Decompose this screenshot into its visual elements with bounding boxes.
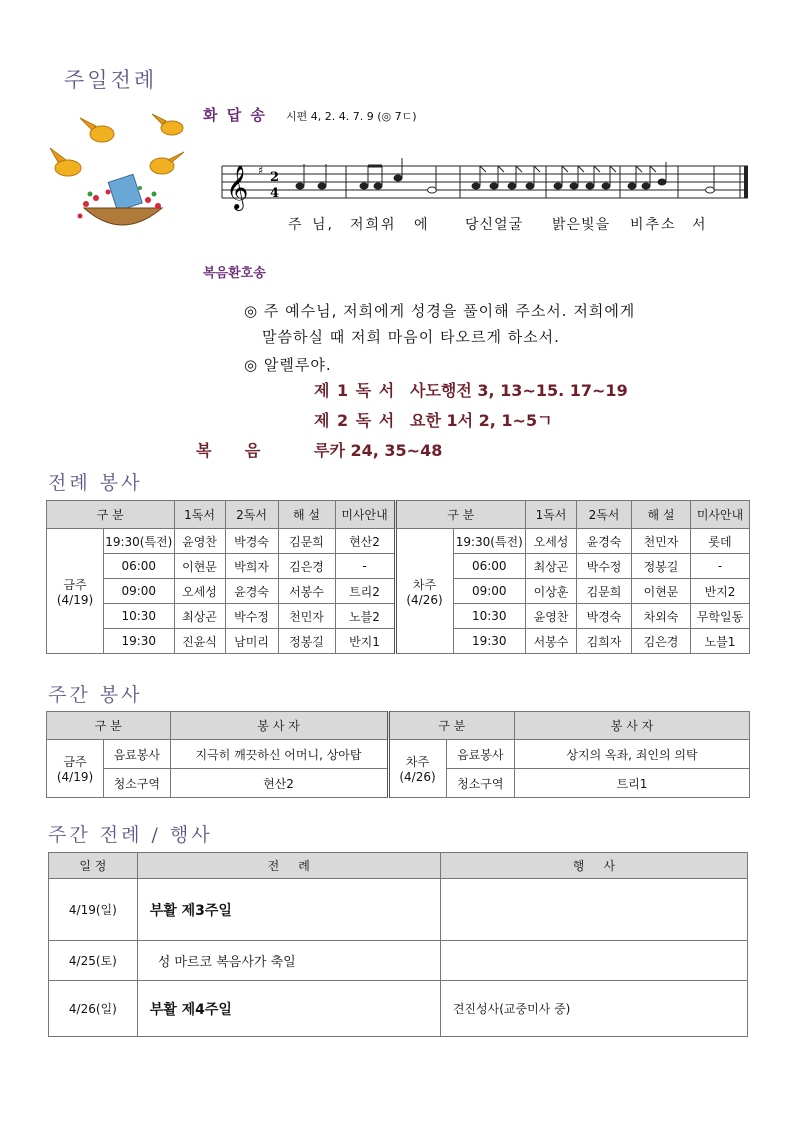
- first-reading-ref: 사도행전 3, 13~15. 17~19: [410, 381, 628, 400]
- acclamation-line: 말씀하실 때 저희 마음이 타오르게 하소서.: [262, 328, 560, 346]
- week-cell: 차주 (4/26): [395, 529, 453, 654]
- sharp-icon: ♯: [258, 164, 264, 177]
- time-cell: 10:30: [104, 604, 175, 629]
- acclamation-line: ◎ 주 예수님, 저희에게 성경을 풀이해 주소서. 저희에게: [244, 302, 636, 320]
- week-cell: 금주 (4/19): [47, 740, 104, 798]
- cell: 노블2: [335, 604, 395, 629]
- cell: 현산2: [335, 529, 395, 554]
- psalm-lyric: 서: [692, 217, 706, 233]
- col-header: 1독서: [174, 501, 225, 529]
- col-header: 구 분: [47, 712, 171, 740]
- cell: 김문희: [278, 529, 335, 554]
- cell: 오세성: [174, 579, 225, 604]
- cell: 최상곤: [174, 604, 225, 629]
- gospel-ref: 루카 24, 35~48: [314, 441, 443, 460]
- col-header: 해 설: [632, 501, 691, 529]
- liturgy-title: 주일전례: [64, 68, 158, 92]
- basket-icon: [84, 208, 162, 225]
- cell: 윤경숙: [577, 529, 632, 554]
- weekly-service-section-title: 주간 봉사: [48, 684, 143, 706]
- bird-icon: [161, 121, 183, 135]
- cell: 김은경: [632, 629, 691, 654]
- time-signature-bottom: 4: [270, 186, 280, 201]
- music-staff: [218, 150, 753, 216]
- psalm-label: 화 답 송: [203, 106, 267, 124]
- table-row: [49, 981, 748, 1037]
- cell: 천민자: [632, 529, 691, 554]
- first-reading-label: 제 1 독 서: [314, 381, 396, 400]
- cell: 진윤식: [174, 629, 225, 654]
- time-signature-top: 2: [270, 170, 280, 185]
- weekly-service-table: [46, 711, 750, 798]
- volunteer-cell: 트리1: [515, 769, 750, 798]
- cell: 윤영찬: [174, 529, 225, 554]
- cell: 이현문: [632, 579, 691, 604]
- col-header: 해 설: [278, 501, 335, 529]
- cell: 김문희: [577, 579, 632, 604]
- second-reading-label: 제 2 독 서: [314, 411, 396, 430]
- cell: 반지1: [335, 629, 395, 654]
- col-header: 2독서: [577, 501, 632, 529]
- category-cell: 음료봉사: [104, 740, 171, 769]
- cell: 정봉길: [632, 554, 691, 579]
- time-cell: 09:00: [453, 579, 525, 604]
- psalm-lyric: 에: [414, 217, 430, 233]
- table-row: [49, 941, 748, 981]
- gospel-acclamation-label: 복음환호송: [203, 266, 266, 281]
- psalm-lyric: 님,: [312, 217, 334, 233]
- cell: 이상훈: [526, 579, 577, 604]
- category-cell: 청소구역: [104, 769, 171, 798]
- cell: 박수정: [577, 554, 632, 579]
- col-header: 전 례: [137, 853, 440, 879]
- cell: 윤경숙: [225, 579, 278, 604]
- table-row: [47, 529, 750, 554]
- cell: 김은경: [278, 554, 335, 579]
- cell: 남미리: [225, 629, 278, 654]
- col-header: 구 분: [388, 712, 514, 740]
- col-header: 행 사: [440, 853, 747, 879]
- category-cell: 음료봉사: [446, 740, 514, 769]
- table-row: [49, 879, 748, 941]
- psalm-lyric: 주: [288, 217, 304, 233]
- liturgy-cell: 부활 제3주일: [137, 879, 440, 941]
- time-cell: 09:00: [104, 579, 175, 604]
- time-cell: 10:30: [453, 604, 525, 629]
- cell: 박수정: [225, 604, 278, 629]
- col-header: 구 분: [47, 501, 175, 529]
- table-row: [47, 740, 750, 769]
- service-table: [46, 500, 750, 654]
- cell: 롯데: [691, 529, 750, 554]
- cell: 최상곤: [526, 554, 577, 579]
- psalm-reference: 시편 4, 2. 4. 7. 9 (◎ 7ㄷ): [286, 110, 417, 123]
- cell: 트리2: [335, 579, 395, 604]
- event-cell: [440, 941, 747, 981]
- cell: 서봉수: [526, 629, 577, 654]
- col-header: 미사안내: [335, 501, 395, 529]
- time-cell: 19:30: [453, 629, 525, 654]
- liturgy-cell: 부활 제4주일: [137, 981, 440, 1037]
- col-header: 구 분: [395, 501, 525, 529]
- volunteer-cell: 현산2: [170, 769, 388, 798]
- time-cell: 19:30: [104, 629, 175, 654]
- date-cell: 4/19(일): [49, 879, 138, 941]
- service-section-title: 전례 봉사: [48, 472, 143, 494]
- cell: 박경숙: [225, 529, 278, 554]
- cell: 박경숙: [577, 604, 632, 629]
- cell: 이현문: [174, 554, 225, 579]
- col-header: 봉 사 자: [170, 712, 388, 740]
- acclamation-line: ◎ 알렐루야.: [244, 356, 332, 374]
- date-cell: 4/26(일): [49, 981, 138, 1037]
- category-cell: 청소구역: [446, 769, 514, 798]
- cell: 차외숙: [632, 604, 691, 629]
- volunteer-cell: 지극히 깨끗하신 어머니, 상아탑: [170, 740, 388, 769]
- cell: 무학일동: [691, 604, 750, 629]
- psalm-lyric: 당신얼굴: [465, 217, 524, 233]
- cell: 노블1: [691, 629, 750, 654]
- date-cell: 4/25(토): [49, 941, 138, 981]
- week-cell: 차주 (4/26): [388, 740, 446, 798]
- col-header: 봉 사 자: [515, 712, 750, 740]
- time-cell: 19:30(특전): [104, 529, 175, 554]
- col-header: 미사안내: [691, 501, 750, 529]
- cell: 반지2: [691, 579, 750, 604]
- cell: 천민자: [278, 604, 335, 629]
- col-header: 2독서: [225, 501, 278, 529]
- week-cell: 금주 (4/19): [47, 529, 104, 654]
- event-cell: [440, 879, 747, 941]
- col-header: 일 정: [49, 853, 138, 879]
- time-cell: 06:00: [453, 554, 525, 579]
- second-reading-ref: 요한 1서 2, 1~5ㄱ: [410, 411, 553, 430]
- cell: 김희자: [577, 629, 632, 654]
- bird-icon: [55, 160, 81, 176]
- liturgy-cell: 성 마르코 복음사가 축일: [137, 941, 440, 981]
- book-icon: [108, 174, 142, 211]
- time-cell: 06:00: [104, 554, 175, 579]
- cell: -: [691, 554, 750, 579]
- cell: 오세성: [526, 529, 577, 554]
- cell: 서봉수: [278, 579, 335, 604]
- treble-clef-icon: 𝄞: [226, 165, 249, 209]
- birds-basket-illustration: [44, 112, 194, 242]
- psalm-lyric: 밝은빛을: [552, 217, 611, 233]
- cell: 윤영찬: [526, 604, 577, 629]
- gospel-label: 복 음: [196, 441, 261, 460]
- time-cell: 19:30(특전): [453, 529, 525, 554]
- psalm-lyric: 비추소: [630, 217, 677, 233]
- event-cell: 견진성사(교중미사 중): [440, 981, 747, 1037]
- events-table: [48, 852, 748, 1037]
- cell: 박희자: [225, 554, 278, 579]
- cell: -: [335, 554, 395, 579]
- col-header: 1독서: [526, 501, 577, 529]
- psalm-lyric: 저희위: [350, 217, 397, 233]
- weekly-events-section-title: 주간 전례 / 행사: [48, 824, 213, 846]
- volunteer-cell: 상지의 옥좌, 죄인의 의탁: [515, 740, 750, 769]
- cell: 정봉길: [278, 629, 335, 654]
